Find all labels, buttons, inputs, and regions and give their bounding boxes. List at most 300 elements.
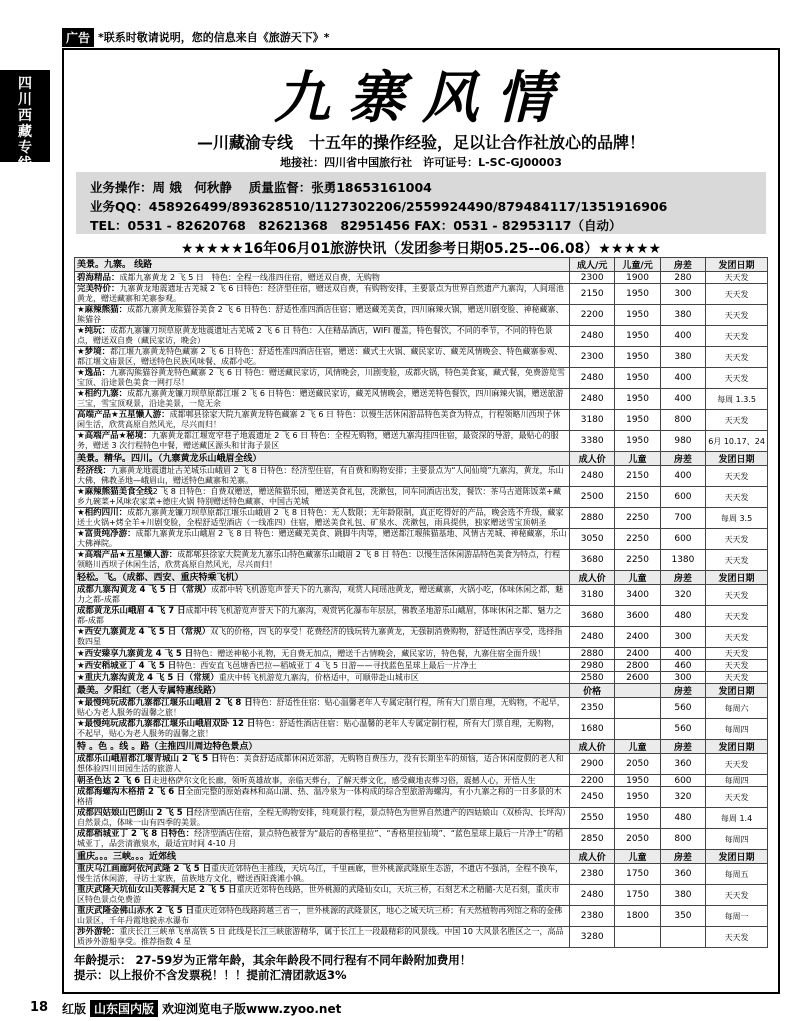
room-diff: 380 — [660, 885, 705, 906]
child-price: 1950 — [615, 347, 660, 368]
room-diff: 380 — [660, 347, 705, 368]
departure-date: 每周六 — [706, 698, 768, 719]
route-description — [75, 508, 570, 529]
route-detail: 成都中转飞机游览声誉天下的九寨沟，观赏人间瑶池黄龙，赠送藏寨，火锅小吃，体味休闲之都，魅力之都-成都 — [77, 585, 564, 604]
departure-date: 每周五 — [706, 864, 768, 885]
route-row — [75, 284, 768, 305]
route-title: 经济线： — [77, 466, 112, 476]
child-price — [615, 698, 660, 719]
route-row — [75, 550, 768, 571]
departure-date: 天天发 — [706, 368, 768, 389]
route-description — [75, 698, 570, 719]
room-diff: 980 — [660, 431, 705, 452]
adult-price: 2580 — [570, 672, 615, 684]
departure-date: 天天发 — [706, 627, 768, 648]
child-price: 1950 — [615, 305, 660, 326]
room-diff: 400 — [660, 389, 705, 410]
contact-staff: 业务操作：周 娥 何秋静 质量监督：张勇18653161004 — [90, 180, 432, 195]
column-header: 房差 — [660, 850, 705, 864]
room-diff: 400 — [660, 466, 705, 487]
route-title: ★麻辣熊猫美食全线 — [77, 487, 153, 497]
section-tab-char: 川 — [18, 92, 32, 108]
route-description — [75, 606, 570, 627]
section-tab — [0, 70, 50, 172]
room-diff: 300 — [660, 627, 705, 648]
route-title: ★相约四川： — [77, 508, 128, 518]
child-price: 2050 — [615, 829, 660, 850]
route-row — [75, 829, 768, 850]
section-title: 轻松。飞。（成都、西安、重庆特乘飞机） — [75, 571, 570, 585]
route-description — [75, 326, 570, 347]
section-tab-char: 专 — [18, 140, 32, 156]
departure-date: 天天发 — [706, 672, 768, 684]
route-title: 涉外游轮： — [77, 927, 120, 937]
section-tab-char: 四 — [18, 76, 32, 92]
adult-price: 2880 — [570, 648, 615, 660]
route-description — [75, 808, 570, 829]
column-header: 成人价 — [570, 740, 615, 754]
column-header: 房差 — [660, 452, 705, 466]
departure-date: 天天发 — [706, 272, 768, 284]
route-detail: 成都九寨黄龙镰刀坝草原都江堰 2 飞 6 日特色：赠送藏民家访，藏羌风情晚会，赠送羌特色餐饮，四川麻辣火锅，赠送旅游三宝，雪宝顶观景，沿途美景，一览无余 — [77, 389, 564, 408]
child-price: 1950 — [615, 775, 660, 787]
adult-price: 2480 — [570, 627, 615, 648]
route-description — [75, 754, 570, 775]
departure-date: 每周 1.3.5 — [706, 389, 768, 410]
adult-price: 2200 — [570, 305, 615, 326]
child-price: 1950 — [615, 410, 660, 431]
adult-price: 2880 — [570, 508, 615, 529]
departure-date: 天天发 — [706, 326, 768, 347]
column-header: 儿童 — [615, 740, 660, 754]
route-description — [75, 550, 570, 571]
adult-price: 2480 — [570, 466, 615, 487]
departure-date: 天天发 — [706, 347, 768, 368]
route-title: 朝圣色达 2 飞 6 日 — [77, 775, 152, 786]
child-price: 1950 — [615, 368, 660, 389]
route-detail: 都江堰九寨黄龙特色藏寨 2 飞 6 日特色：舒适性准四酒店住宿，赠送：藏式土火锅、藏民家访、藏羌风情晚会、特色藏寨参观、都江堰文庙景区，赠送特色民族风味餐、成都小吃。 — [77, 347, 563, 366]
section-header-row — [75, 258, 768, 272]
section-title: 特 。色 。线 。路（主推四川周边特色景点） — [75, 740, 570, 754]
departure-date: 每周四 — [706, 719, 768, 740]
price-table — [74, 257, 768, 948]
route-title: ★重庆九寨沟黄龙 4 飞 5 日（常规） — [77, 672, 219, 683]
route-description — [75, 410, 570, 431]
child-price: 3600 — [615, 606, 660, 627]
departure-date: 每周一 — [706, 906, 768, 927]
adult-price: 3280 — [570, 927, 615, 948]
route-description — [75, 829, 570, 850]
column-header: 儿童/元 — [615, 258, 660, 272]
section-title: 重庆。。。三峡。。。近郊线 — [75, 850, 570, 864]
news-headline: ★★★★★16年06月01旅游快讯（发团参考日期05.25--06.08）★★★★★ — [180, 241, 662, 257]
departure-date: 天天发 — [706, 410, 768, 431]
departure-date: 天天发 — [706, 305, 768, 326]
room-diff: 600 — [660, 487, 705, 508]
route-description — [75, 347, 570, 368]
route-row — [75, 808, 768, 829]
route-detail: 特色：赠送神秘小礼物，无自费无加点，赠送千古情晚会，藏民家访，特色餐，九寨住宿全面升级！ — [193, 648, 546, 658]
license-info: 地接社：四川省中国旅行社 许可证号：L-SC-GJ00003 — [280, 156, 562, 169]
column-header: 房差 — [660, 684, 705, 698]
route-row — [75, 585, 768, 606]
departure-date: 每周 3.5 — [706, 508, 768, 529]
route-title: 成都黄龙乐山峨眉 4 飞 7 日 — [77, 606, 186, 616]
adult-price: 3180 — [570, 585, 615, 606]
route-title: ★西安九寨黄龙 4 飞 5 日（常规） — [77, 627, 211, 637]
child-price: 2400 — [615, 627, 660, 648]
route-detail: 重庆中转飞机游览九寨沟，价格适中，可顺带赴山城市区 — [218, 672, 419, 682]
column-header: 发团日期 — [706, 850, 768, 864]
child-price: 2250 — [615, 550, 660, 571]
top-banner — [62, 28, 762, 46]
route-detail: 重庆近郊特色主推线，天坑乌江，千里画廊，世外桃源武隆原生态游，不遗店不强消，全程不换车，慢生活休闲游，寻访土家族，苗族地方文化，赠送酉阳龚滩小镇。 — [77, 864, 564, 883]
route-title: ★高端产品★秘境： — [77, 431, 152, 441]
route-title: 成都四姑娘山巴朗山 2 飞 5 日 — [77, 808, 195, 818]
route-title: 碧海精品： — [77, 272, 120, 283]
route-detail: 全面完整的原始森林和高山湖、热、温冷泉为一体构成的综合型旅游海螺沟，有小九寨之称的一日多景的木格措 — [77, 787, 562, 806]
ad-frame — [62, 48, 780, 994]
adult-price: 3180 — [570, 410, 615, 431]
room-diff: 480 — [660, 808, 705, 829]
column-header: 成人/元 — [570, 258, 615, 272]
section-header-row — [75, 684, 768, 698]
route-row — [75, 775, 768, 787]
departure-date: 天天发 — [706, 284, 768, 305]
room-diff: 800 — [660, 410, 705, 431]
adult-price: 2500 — [570, 487, 615, 508]
route-detail: 九寨黄龙都江堰宽窄巷子地震遗址 2 飞 6 日 特色：全程无购物，赠送九寨沟挂四住宿，最资深的导游，最贴心的服务，赠送 3 次行程特色中餐，赠送藏区源头和甘海子景区 — [77, 431, 559, 450]
route-row — [75, 326, 768, 347]
column-header: 价格 — [570, 684, 615, 698]
child-price: 1950 — [615, 431, 660, 452]
room-diff: 300 — [660, 284, 705, 305]
source-notice: *联系时敬请说明，您的信息来自《旅游天下》* — [98, 31, 330, 44]
route-description — [75, 431, 570, 452]
section-tab-char: 藏 — [18, 124, 32, 140]
route-detail: 成都郫县徐家大院黄龙九寨乐山特色藏寨乐山峨眉 2 飞 8 日 特色：以慢生活休闲游品特色美食为特点，行程领略川西坝子休闲生活，欣赏高原自然风光，尽兴而归！ — [77, 550, 561, 569]
room-diff: 600 — [660, 775, 705, 787]
departure-date: 每周四 — [706, 829, 768, 850]
adult-price: 2980 — [570, 660, 615, 672]
section-header-row — [75, 850, 768, 864]
route-title: ★西安臻享九寨黄龙 4 飞 5 日 — [77, 648, 194, 659]
child-price: 2250 — [615, 508, 660, 529]
route-detail: 成都九寨黄龙 2 飞 5 日 特色：全程一线准四住宿，赠送双自费，无购物 — [119, 272, 380, 282]
departure-date: 每周 1.4 — [706, 808, 768, 829]
route-row — [75, 719, 768, 740]
adult-price: 2480 — [570, 326, 615, 347]
route-row — [75, 487, 768, 508]
route-description — [75, 487, 570, 508]
route-description — [75, 368, 570, 389]
route-row — [75, 529, 768, 550]
route-detail: 成都九寨黄龙乐山峨眉 2 飞 8 日 特色：赠送藏羌美食、跳脚牛肉等，赠送都江堰熊猫基地、风情古羌城、神秘藏寨，乐山大佛禅院。 — [77, 529, 567, 548]
route-row — [75, 272, 768, 284]
route-description — [75, 648, 570, 660]
room-diff: 480 — [660, 606, 705, 627]
route-title: 成都稻城亚丁 2 飞 8 日特色： — [77, 829, 195, 839]
child-price: 2400 — [615, 648, 660, 660]
room-diff: 400 — [660, 326, 705, 347]
footnote — [74, 953, 774, 983]
region-label: 山东国内版 — [90, 1000, 158, 1017]
adult-price: 3050 — [570, 529, 615, 550]
route-description — [75, 927, 570, 948]
route-title: ★最慢纯玩成都九寨都江堰乐山峨眉 2 飞 8 日 — [77, 698, 253, 708]
route-detail: 九寨黄龙地震遗址古羌城 2 飞 6 日特色：经济型住宿，赠送双自费，有购物安排，主要景点为世界自然遗产九寨沟，人间瑶池黄龙，赠送藏寨和羌寨参观。 — [77, 284, 564, 303]
route-row — [75, 368, 768, 389]
route-detail: 成都郫县徐家大院九寨黄龙特色藏寨 2 飞 6 日 特色：以慢生活休闲游品特色美食为特点，行程领略川西坝子休闲生活，欣赏高原自然风光，尽兴而归！ — [77, 410, 561, 429]
child-price: 1750 — [615, 885, 660, 906]
departure-date: 天天发 — [706, 585, 768, 606]
column-header: 房差 — [660, 740, 705, 754]
route-row — [75, 431, 768, 452]
route-detail: 2 飞 8 日特色：自费双赠送，赠送熊猫乐园，赠送美食礼包，洗漱包，同车同酒店出发，餐饮：茶马古道陈饭菜+藏乡九碗菜+风味农家菜+德庄火锅 特别赠送特色藏寨、中国古羌城 — [77, 487, 562, 506]
brand-slogan: —川藏渝专线 十五年的操作经验，足以让合作社放心的品牌！ — [196, 133, 645, 152]
room-diff — [660, 927, 705, 948]
adult-price: 3380 — [570, 431, 615, 452]
route-title: 重庆乌江画廊阿依河武隆 2 飞 5 日 — [77, 864, 212, 874]
adult-price: 2350 — [570, 698, 615, 719]
child-price — [615, 719, 660, 740]
departure-date: 天天发 — [706, 660, 768, 672]
route-row — [75, 885, 768, 906]
route-detail: 重庆长江三峡单飞单高铁 5 日 此线是长江三峡旅游精华，属于长江上一段最精彩的风景线。中国 10 大风景名胜区之一，高品质涉外游船享受。推荐指数 4 星 — [77, 927, 564, 946]
route-detail: 特色：西安直飞邑塘香巴拉—稻城亚丁 4 飞 5 日游——寻找蓝色星球上最后一片净土 — [176, 660, 477, 670]
route-title: ★逸品： — [77, 368, 111, 378]
route-description — [75, 284, 570, 305]
route-description — [75, 389, 570, 410]
departure-date: 天天发 — [706, 927, 768, 948]
room-diff: 280 — [660, 272, 705, 284]
age-note: 年龄提示： 27-59岁为正常年龄，其余年龄段不同行程有不同年龄附加费用！ — [74, 953, 472, 967]
room-diff: 380 — [660, 305, 705, 326]
adult-price: 2380 — [570, 864, 615, 885]
adult-price: 2550 — [570, 808, 615, 829]
room-diff: 800 — [660, 829, 705, 850]
column-header: 成人价 — [570, 571, 615, 585]
departure-date: 天天发 — [706, 466, 768, 487]
room-diff: 400 — [660, 648, 705, 660]
route-detail: 经济型酒店住宿，全程无购物安排，纯观景行程，景点特色为世界自然遗产的四姑娘山（双桥沟、长坪沟）自然景点，体味一山有四季的美景。 — [77, 808, 567, 827]
route-detail: 特色：舒适性住宿：贴心温馨老年人专属定制行程，所有大门票自理，无购物，不起早，贴心为老人服务的温馨之旅！ — [77, 698, 565, 717]
section-header-row — [75, 571, 768, 585]
adult-price: 2200 — [570, 775, 615, 787]
route-row — [75, 906, 768, 927]
room-diff: 320 — [660, 787, 705, 808]
route-description — [75, 719, 570, 740]
route-row — [75, 672, 768, 684]
route-detail: 双飞的价格，四飞的享受！花费经济的钱玩转九寨黄龙，无强制消费购物，舒适性酒店享受，选择指数四星 — [77, 627, 563, 646]
room-diff: 300 — [660, 672, 705, 684]
route-title: 成都乐山峨眉都江堰青城山 2 飞 5 日 — [77, 754, 220, 764]
route-description — [75, 672, 570, 684]
child-price: 2600 — [615, 672, 660, 684]
adult-price: 2380 — [570, 906, 615, 927]
room-diff: 560 — [660, 698, 705, 719]
route-description — [75, 775, 570, 787]
column-header: 发团日期 — [706, 684, 768, 698]
child-price: 2150 — [615, 487, 660, 508]
column-header: 儿童 — [615, 452, 660, 466]
route-row — [75, 754, 768, 775]
departure-date: 每周四 — [706, 775, 768, 787]
room-diff: 320 — [660, 585, 705, 606]
route-title: 高端产品★五星懒人游： — [77, 410, 170, 420]
child-price: 2150 — [615, 466, 660, 487]
route-title: ★西安稻城亚丁 4 飞 5 日 — [77, 660, 177, 671]
child-price: 1800 — [615, 906, 660, 927]
column-header: 房差 — [660, 571, 705, 585]
route-row — [75, 864, 768, 885]
child-price: 1950 — [615, 326, 660, 347]
route-detail: 九寨黄龙地震遗址古羌城乐山峨眉 2 飞 8 日特色：经济型住宿，有自费和购物安排；主要景点为“人间仙境”九寨沟，黄龙，乐山大佛，佛教圣地—峨眉山，赠送特色藏寨和羌寨。 — [77, 466, 564, 485]
contact-box — [76, 172, 766, 234]
route-detail: 重庆近郊特色线路跨越三省一，世外桃源的武隆景区，地心之城天坑三桥；有天然植物再列馆之称的金佛山景区，千年丹霞地貌赤水瀑布 — [77, 906, 563, 925]
route-description — [75, 466, 570, 487]
route-description — [75, 529, 570, 550]
room-diff: 360 — [660, 864, 705, 885]
adult-price: 2850 — [570, 829, 615, 850]
route-description — [75, 864, 570, 885]
child-price: 3400 — [615, 585, 660, 606]
column-header: 发团日期 — [706, 571, 768, 585]
route-detail: 成都中转飞机游览声誉天下的九寨沟，观赏钙化瀑布年层层，佛教圣地游乐山峨眉，体味休闲之都、魅力之都-成都 — [77, 606, 562, 625]
route-detail: 经济型酒店住宿，景点特色被誉为“最后的香格里拉”、“香格里拉仙境”、“蓝色星球上最后一片净土”的稻城亚丁，品尝清澈泉水，最适宜时间 4-10 月 — [77, 829, 564, 848]
room-diff: 360 — [660, 754, 705, 775]
room-diff: 400 — [660, 368, 705, 389]
section-title: 美景。精华。四川。（九寨黄龙乐山峨眉全线） — [75, 452, 570, 466]
adult-price: 2480 — [570, 389, 615, 410]
route-row — [75, 389, 768, 410]
route-detail: 重庆近郊特色线路，世外桃源的武隆仙女山，天坑三桥，石刻艺术之精髓-大足石刻，重庆市区特色景点免费游 — [77, 885, 560, 904]
route-row — [75, 466, 768, 487]
route-row — [75, 305, 768, 326]
departure-date: 天天发 — [706, 529, 768, 550]
route-title: 重庆武隆金佛山赤水 2 飞 5 日 — [77, 906, 195, 916]
room-diff: 560 — [660, 719, 705, 740]
edition-label: 红版 — [62, 1001, 87, 1016]
route-row — [75, 347, 768, 368]
route-description — [75, 585, 570, 606]
adult-price: 1680 — [570, 719, 615, 740]
adult-price: 3680 — [570, 606, 615, 627]
departure-date: 天天发 — [706, 606, 768, 627]
route-row — [75, 787, 768, 808]
page-footer — [62, 999, 562, 1017]
child-price: 1750 — [615, 864, 660, 885]
route-detail: 走进格萨尔文化长廊，领听英雄故事，亲临天葬台，了解天葬文化，感受藏地丧葬习俗，震撼人心，开悟人生 — [151, 775, 536, 785]
route-description — [75, 305, 570, 326]
route-row — [75, 927, 768, 948]
site-link[interactable]: 欢迎浏览电子版www.zyoo.net — [162, 1001, 342, 1016]
route-title: 完美特价： — [77, 284, 120, 294]
column-header: 成人价 — [570, 850, 615, 864]
adult-price: 2900 — [570, 754, 615, 775]
adult-price: 2480 — [570, 368, 615, 389]
departure-date: 天天发 — [706, 550, 768, 571]
child-price: 2250 — [615, 529, 660, 550]
route-row — [75, 660, 768, 672]
route-title: 成都九寨沟黄龙 4 飞 5 日（常规） — [77, 585, 212, 595]
departure-date: 天天发 — [706, 754, 768, 775]
adult-price: 2300 — [570, 272, 615, 284]
route-title: ★梦境： — [77, 347, 111, 357]
section-title: 美景。九寨。 线路 — [75, 258, 570, 272]
route-title: 重庆武隆天坑仙女山芙蓉洞大足 2 飞 5 日 — [77, 885, 237, 895]
child-price — [615, 927, 660, 948]
section-title: 最美。夕阳红（老人专属特惠线路） — [75, 684, 570, 698]
column-header: 发团日期 — [706, 740, 768, 754]
column-header: 发团日期 — [706, 452, 768, 466]
child-price: 1950 — [615, 808, 660, 829]
adult-price: 2300 — [570, 347, 615, 368]
section-tab-char: 西 — [18, 108, 32, 124]
column-header: 房差 — [660, 258, 705, 272]
child-price: 1900 — [615, 272, 660, 284]
route-row — [75, 606, 768, 627]
column-header: 儿童 — [615, 850, 660, 864]
route-detail: 成都九寨黄龙熊猫谷美食 2 飞 6 日特色：舒适性准四酒店住宿；赠送藏羌美食，四川麻辣火锅，赠送川剧变脸、神秘藏寨、熊猫谷 — [77, 305, 564, 324]
child-price: 1950 — [615, 389, 660, 410]
route-row — [75, 627, 768, 648]
adult-price: 2150 — [570, 284, 615, 305]
section-tab-char: 线 — [18, 156, 32, 172]
route-title: ★纯玩： — [77, 326, 111, 336]
route-detail: 九寨沟熊猫谷黄龙特色藏寨 2 飞 6 日 特色：赠送藏民家访，风情晚会，川剧变脸，成都火锅，特色美食宴，藏式餐，免费游览雪宝顶、沿途景色美食一网打尽！ — [77, 368, 566, 387]
column-header: 儿童 — [615, 571, 660, 585]
route-row — [75, 508, 768, 529]
route-row — [75, 648, 768, 660]
route-title: 成都海螺沟木格措 2 飞 6 日 — [77, 787, 186, 797]
route-description — [75, 906, 570, 927]
route-detail: 成都九寨镰刀坝草原黄龙地震遗址古羌城 2 飞 6 日 特色：入住精品酒店，WIFI 覆盖，特色餐饮，不同的季节，不同的特色景点，赠送双自费（藏民家访，晚会） — [77, 326, 553, 345]
adult-price: 2480 — [570, 885, 615, 906]
departure-date: 天天发 — [706, 885, 768, 906]
child-price: 1950 — [615, 787, 660, 808]
column-header: 发团日期 — [706, 258, 768, 272]
departure-date: 天天发 — [706, 487, 768, 508]
contact-qq: 业务QQ：458926499/893628510/1127302206/2559924490/879484117/1351916906 — [90, 199, 668, 214]
column-header — [615, 684, 660, 698]
route-description — [75, 272, 570, 284]
section-header-row — [75, 452, 768, 466]
route-title: ★麻辣熊猫： — [77, 305, 128, 315]
route-description — [75, 787, 570, 808]
route-title: ★富贵纯净游： — [77, 529, 136, 539]
route-description — [75, 627, 570, 648]
child-price: 1950 — [615, 284, 660, 305]
adult-price: 2450 — [570, 787, 615, 808]
departure-date: 天天发 — [706, 787, 768, 808]
brand-logo: 九寨风情 — [274, 65, 570, 131]
route-description — [75, 660, 570, 672]
section-header-row — [75, 740, 768, 754]
child-price: 2800 — [615, 660, 660, 672]
room-diff: 350 — [660, 906, 705, 927]
room-diff: 1380 — [660, 550, 705, 571]
tax-note: 提示：以上报价不含发票税！！！提前汇清团款返3% — [74, 968, 347, 982]
route-row — [75, 410, 768, 431]
route-detail: 特色：舒适性酒店住宿：贴心温馨的老年人专属定制行程，所有大门票自理，无购物，不起早，贴心为老人服务的温馨之旅！ — [77, 719, 560, 738]
room-diff: 700 — [660, 508, 705, 529]
route-title: ★高端产品★五星懒人游： — [77, 550, 178, 560]
adult-price: 3680 — [570, 550, 615, 571]
page-number: 18 — [30, 1000, 49, 1015]
room-diff: 600 — [660, 529, 705, 550]
departure-date: 6月 10.17、24 — [706, 431, 768, 452]
